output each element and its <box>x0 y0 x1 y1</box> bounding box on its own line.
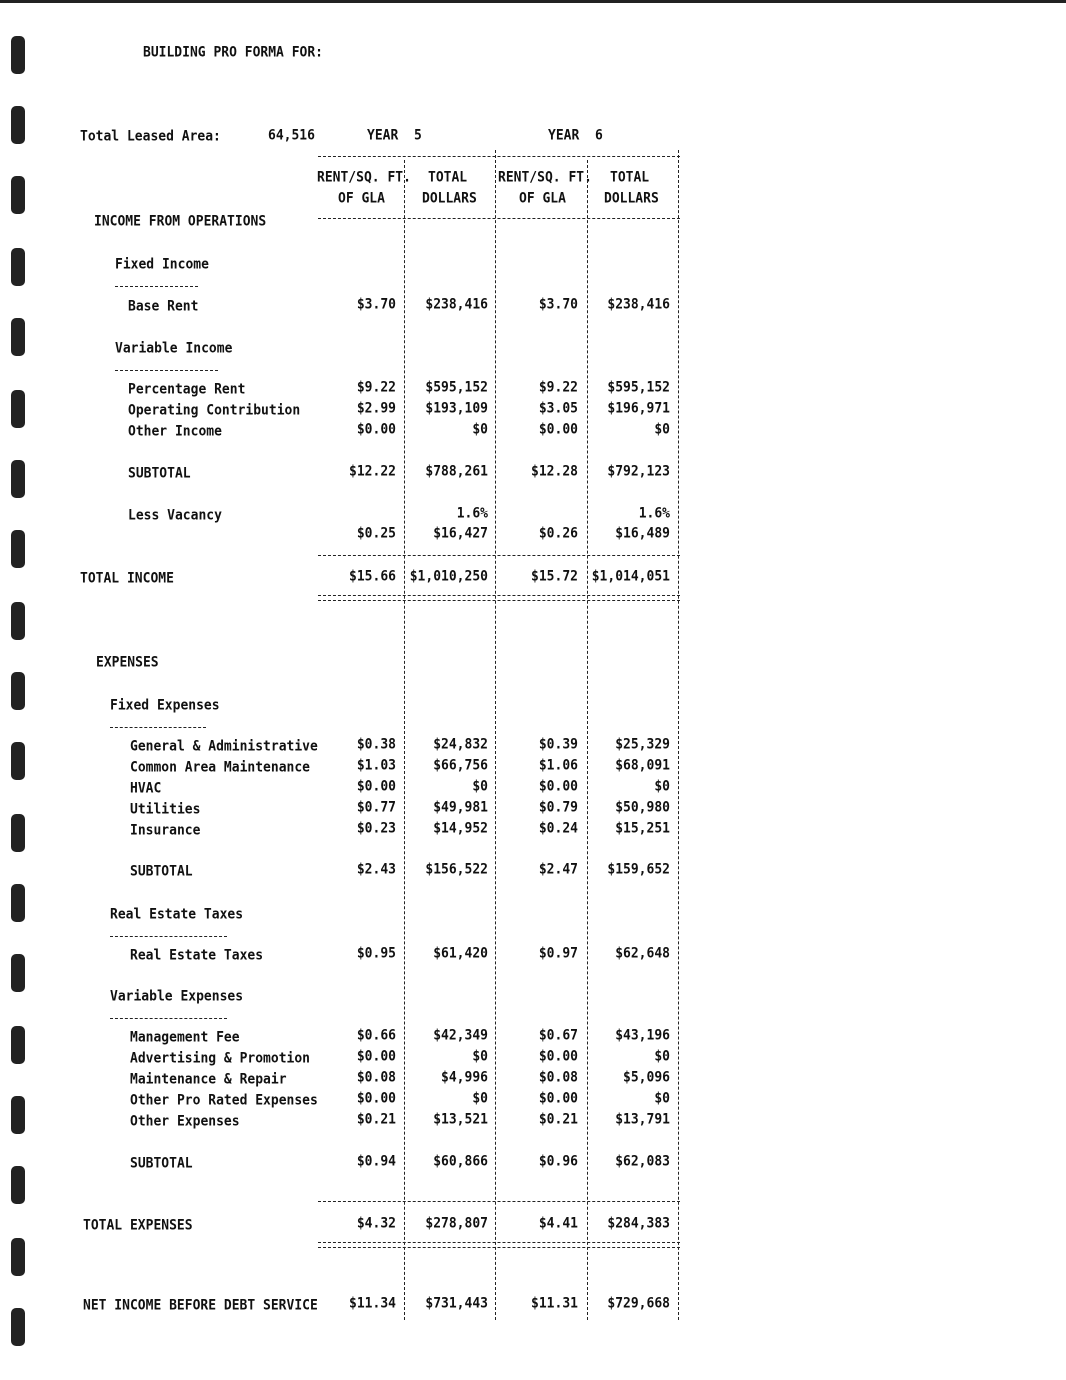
cell-y6-rent: $15.72 <box>531 568 578 585</box>
heading-fixed-income: Fixed Income <box>115 256 209 273</box>
cell-y6-total: $25,329 <box>615 736 670 753</box>
row-label: Less Vacancy <box>128 507 222 524</box>
cell-y6-rent: $3.70 <box>538 296 578 313</box>
cell-y5-total: $788,261 <box>425 463 488 480</box>
cell-y5-rent: $0.08 <box>356 1069 396 1086</box>
cell-y5-rent: $9.22 <box>356 379 396 396</box>
col-total-bottom-y6: DOLLARS <box>604 190 659 207</box>
cell-y5-rent: $0.23 <box>356 820 396 837</box>
row-label: Other Income <box>128 423 222 440</box>
cell-y6-total: $196,971 <box>607 400 670 417</box>
double-rule-total-income <box>318 595 680 601</box>
binder-hole <box>11 954 25 992</box>
row-label: Advertising & Promotion <box>130 1050 311 1067</box>
cell-y5-rent: $0.21 <box>356 1111 396 1128</box>
cell-y6-rent: $0.96 <box>538 1153 578 1170</box>
scan-top-edge <box>0 0 1066 3</box>
cell-y5-total: $16,427 <box>433 525 488 542</box>
cell-y5-total: $0 <box>472 1090 488 1107</box>
heading-variable-expenses: Variable Expenses <box>110 988 244 1005</box>
row-label: Common Area Maintenance <box>130 759 311 776</box>
heading-real-estate-taxes: Real Estate Taxes <box>110 906 244 923</box>
cell-y6-rent: $12.28 <box>531 463 578 480</box>
binder-hole <box>11 884 25 922</box>
binder-hole <box>11 814 25 852</box>
row-label: Real Estate Taxes <box>130 947 264 964</box>
leased-area-label: Total Leased Area: <box>80 128 221 145</box>
cell-y6-total: $0 <box>654 421 670 438</box>
binder-hole <box>11 248 25 286</box>
col-divider-y5-mid <box>404 160 405 1320</box>
binder-hole <box>11 672 25 710</box>
binder-hole <box>11 106 25 144</box>
cell-y5-total: $14,952 <box>433 820 488 837</box>
cell-y6-total: $159,652 <box>607 861 670 878</box>
cell-y5-rent: $0.00 <box>356 1090 396 1107</box>
cell-y5-total: $24,832 <box>433 736 488 753</box>
heading-fixed-expenses: Fixed Expenses <box>110 697 220 714</box>
col-rent-top-y6: RENT/SQ. FT. <box>498 169 592 186</box>
cell-y6-rent: $0.00 <box>538 778 578 795</box>
binder-hole <box>11 460 25 498</box>
cell-y5-total: $238,416 <box>425 296 488 313</box>
row-label: Base Rent <box>128 298 199 315</box>
binder-hole <box>11 1166 25 1204</box>
cell-y5-rent: $11.34 <box>349 1295 396 1312</box>
cell-y6-total: $238,416 <box>607 296 670 313</box>
cell-y5-total: $49,981 <box>433 799 488 816</box>
cell-y6-total: $68,091 <box>615 757 670 774</box>
cell-y6-total: $50,980 <box>615 799 670 816</box>
cell-y6-rent: $0.67 <box>538 1027 578 1044</box>
cell-y6-total: $792,123 <box>607 463 670 480</box>
binder-hole <box>11 1026 25 1064</box>
cell-y5-rent: $2.43 <box>356 861 396 878</box>
label-total-income: TOTAL INCOME <box>80 570 174 587</box>
cell-y5-total: $4,996 <box>441 1069 488 1086</box>
cell-y6-rent: $3.05 <box>538 400 578 417</box>
underline-variable-expenses <box>110 1018 227 1019</box>
cell-y6-rent: $0.08 <box>538 1069 578 1086</box>
cell-y6-total: $13,791 <box>615 1111 670 1128</box>
rule-top <box>318 156 680 157</box>
cell-y5-rent: $2.99 <box>356 400 396 417</box>
cell-y6-total: $15,251 <box>615 820 670 837</box>
binder-hole <box>11 602 25 640</box>
underline-fixed-income <box>115 286 198 287</box>
cell-y5-total: $13,521 <box>433 1111 488 1128</box>
cell-y6-rent: $0.00 <box>538 421 578 438</box>
col-total-bottom-y5: DOLLARS <box>422 190 477 207</box>
leased-area-value: 64,516 <box>268 127 315 144</box>
cell-y6-rent: $0.00 <box>538 1090 578 1107</box>
cell-y6-rent: $0.21 <box>538 1111 578 1128</box>
cell-y5-rent: $0.38 <box>356 736 396 753</box>
col-divider-right <box>678 150 679 1320</box>
row-label: Maintenance & Repair <box>130 1071 287 1088</box>
year-6-heading: YEAR 6 <box>548 127 603 144</box>
cell-y5-total: $66,756 <box>433 757 488 774</box>
rule-before-total-expenses <box>318 1201 680 1202</box>
underline-variable-income <box>115 370 218 371</box>
row-label: Percentage Rent <box>128 381 246 398</box>
cell-y6-total: $729,668 <box>607 1295 670 1312</box>
col-rent-bottom-y6: OF GLA <box>519 190 566 207</box>
cell-y6-rent: $4.41 <box>538 1215 578 1232</box>
col-divider-center <box>495 150 496 1320</box>
cell-y5-total: $1,010,250 <box>409 568 488 585</box>
binder-hole <box>11 36 25 74</box>
row-label: General & Administrative <box>130 738 318 755</box>
cell-y6-total: $284,383 <box>607 1215 670 1232</box>
cell-y5-total: $0 <box>472 778 488 795</box>
cell-y5-total: $156,522 <box>425 861 488 878</box>
cell-y6-total: $16,489 <box>615 525 670 542</box>
section-expenses: EXPENSES <box>96 654 159 671</box>
binder-hole <box>11 318 25 356</box>
page-title: BUILDING PRO FORMA FOR: <box>143 44 324 61</box>
underline-fixed-expenses <box>110 727 206 728</box>
cell-y5-total: $278,807 <box>425 1215 488 1232</box>
cell-y6-total: $0 <box>654 1048 670 1065</box>
cell-y5-rent: $0.25 <box>356 525 396 542</box>
cell-y5-total: $0 <box>472 421 488 438</box>
cell-y5-rent: $15.66 <box>349 568 396 585</box>
row-label: Management Fee <box>130 1029 240 1046</box>
cell-y5-rent: $0.95 <box>356 945 396 962</box>
cell-y6-rent: $11.31 <box>531 1295 578 1312</box>
cell-y5-rent: $1.03 <box>356 757 396 774</box>
cell-y5-total: $0 <box>472 1048 488 1065</box>
cell-y5-total: $61,420 <box>433 945 488 962</box>
cell-y5-total: $60,866 <box>433 1153 488 1170</box>
label-total-expenses: TOTAL EXPENSES <box>83 1217 193 1234</box>
cell-y6-total: $62,083 <box>615 1153 670 1170</box>
cell-y5-rent: $0.00 <box>356 421 396 438</box>
cell-y6-total: $595,152 <box>607 379 670 396</box>
row-label: HVAC <box>130 780 162 797</box>
cell-y6-rent: $0.24 <box>538 820 578 837</box>
cell-y6-total: $0 <box>654 1090 670 1107</box>
year-5-heading: YEAR 5 <box>367 127 422 144</box>
row-label: Utilities <box>130 801 201 818</box>
cell-y6-total: 1.6% <box>638 505 670 522</box>
cell-y5-rent: $3.70 <box>356 296 396 313</box>
cell-y5-rent: $0.77 <box>356 799 396 816</box>
col-divider-y6-mid <box>587 160 588 1320</box>
col-rent-bottom-y5: OF GLA <box>338 190 385 207</box>
cell-y5-rent: $0.00 <box>356 1048 396 1065</box>
rule-header-bottom <box>318 218 680 219</box>
cell-y5-total: $731,443 <box>425 1295 488 1312</box>
double-rule-total-expenses <box>318 1242 680 1248</box>
cell-y5-rent: $12.22 <box>349 463 396 480</box>
cell-y6-rent: $0.79 <box>538 799 578 816</box>
cell-y6-rent: $9.22 <box>538 379 578 396</box>
cell-y5-total: $42,349 <box>433 1027 488 1044</box>
row-label: Other Pro Rated Expenses <box>130 1092 318 1109</box>
binder-hole <box>11 530 25 568</box>
cell-y6-rent: $0.39 <box>538 736 578 753</box>
underline-real-estate-taxes <box>110 936 227 937</box>
col-total-top-y5: TOTAL <box>428 169 468 186</box>
cell-y6-total: $1,014,051 <box>591 568 670 585</box>
heading-variable-income: Variable Income <box>115 340 233 357</box>
cell-y6-rent: $0.26 <box>538 525 578 542</box>
cell-y5-rent: $0.66 <box>356 1027 396 1044</box>
binder-hole <box>11 1096 25 1134</box>
binder-hole <box>11 390 25 428</box>
row-label: Operating Contribution <box>128 402 301 419</box>
cell-y5-rent: $0.00 <box>356 778 396 795</box>
cell-y6-rent: $2.47 <box>538 861 578 878</box>
section-income-operations: INCOME FROM OPERATIONS <box>94 213 267 230</box>
cell-y5-total: 1.6% <box>456 505 488 522</box>
binder-hole <box>11 1238 25 1276</box>
col-rent-top-y5: RENT/SQ. FT. <box>317 169 411 186</box>
col-total-top-y6: TOTAL <box>610 169 650 186</box>
binder-hole <box>11 1308 25 1346</box>
row-label: SUBTOTAL <box>130 863 193 880</box>
row-label: SUBTOTAL <box>128 465 191 482</box>
cell-y6-total: $43,196 <box>615 1027 670 1044</box>
binder-hole <box>11 742 25 780</box>
cell-y6-total: $62,648 <box>615 945 670 962</box>
cell-y5-total: $193,109 <box>425 400 488 417</box>
row-label: Insurance <box>130 822 201 839</box>
cell-y5-rent: $0.94 <box>356 1153 396 1170</box>
rule-before-total-income <box>318 555 680 556</box>
label-net-income: NET INCOME BEFORE DEBT SERVICE <box>83 1297 318 1314</box>
cell-y6-rent: $0.00 <box>538 1048 578 1065</box>
cell-y6-rent: $1.06 <box>538 757 578 774</box>
cell-y5-total: $595,152 <box>425 379 488 396</box>
cell-y6-rent: $0.97 <box>538 945 578 962</box>
cell-y5-rent: $4.32 <box>356 1215 396 1232</box>
binder-hole <box>11 176 25 214</box>
cell-y6-total: $5,096 <box>623 1069 670 1086</box>
row-label: Other Expenses <box>130 1113 240 1130</box>
row-label: SUBTOTAL <box>130 1155 193 1172</box>
cell-y6-total: $0 <box>654 778 670 795</box>
